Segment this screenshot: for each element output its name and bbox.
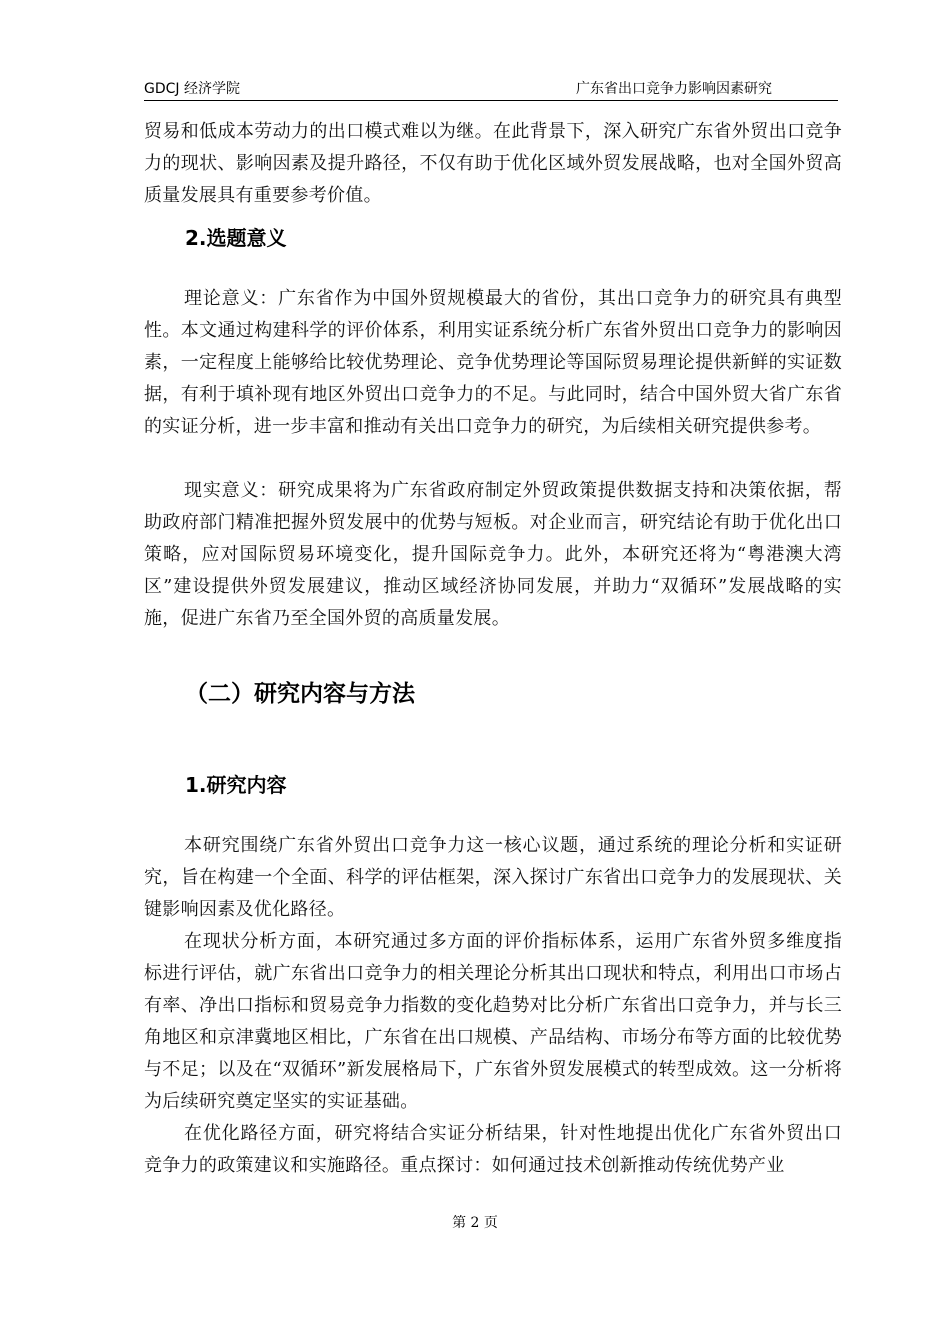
page-number: 第 2 页 [452,1215,498,1231]
paragraph-intro-continued: 贸易和低成本劳动力的出口模式难以为继。在此背景下，深入研究广东省外贸出口竞争力的现状、影响因素及提升路径，不仅有助于优化区域外贸发展战略，也对全国外贸高质量发展具有重要参考价值。 [144,121,842,206]
header-paper-title: 广东省出口竞争力影响因素研究 [576,81,772,97]
heading-topic-significance: 2.选题意义 [185,226,287,250]
heading-research-content: 1.研究内容 [185,773,287,797]
page-header [144,76,838,101]
header-institution: GDCJ 经济学院 [144,81,240,97]
heading-section-research-content-methods: （二）研究内容与方法 [185,681,415,707]
paragraph-optimization-path: 在优化路径方面，研究将结合实证分析结果，针对性地提出优化广东省外贸出口竞争力的政策建议和实施路径。重点探讨：如何通过技术创新推动传统优势产业 [144,1123,842,1176]
paragraph-research-overview: 本研究围绕广东省外贸出口竞争力这一核心议题，通过系统的理论分析和实证研究，旨在构建一个全面、科学的评估框架，深入探讨广东省出口竞争力的发展现状、关键影响因素及优化路径。 [144,835,842,920]
paragraph-practical-significance: 现实意义：研究成果将为广东省政府制定外贸政策提供数据支持和决策依据，帮助政府部门精准把握外贸发展中的优势与短板。对企业而言，研究结论有助于优化出口策略，应对国际贸易环境变化，提升国际竞争力。此外，本研究还将为“粤港澳大湾区”建设提供外贸发展建议，推动区域经济协同发展，并助力“双循环”发展战略的实施，促进广东省乃至全国外贸的高质量发展。 [144,480,842,629]
paragraph-theoretical-significance: 理论意义：广东省作为中国外贸规模最大的省份，其出口竞争力的研究具有典型性。本文通过构建科学的评价体系，利用实证系统分析广东省外贸出口竞争力的影响因素，一定程度上能够给比较优势理论、竞争优势理论等国际贸易理论提供新鲜的实证数据，有利于填补现有地区外贸出口竞争力的不足。与此同时，结合中国外贸大省广东省的实证分析，进一步丰富和推动有关出口竞争力的研究，为后续相关研究提供参考。 [144,288,842,437]
paragraph-status-analysis: 在现状分析方面，本研究通过多方面的评价指标体系，运用广东省外贸多维度指标进行评估，就广东省出口竞争力的相关理论分析其出口现状和特点，利用出口市场占有率、净出口指标和贸易竞争力指数的变化趋势对比分析广东省出口竞争力，并与长三角地区和京津冀地区相比，广东省在出口规模、产品结构、市场分布等方面的比较优势与不足；以及在“双循环”新发展格局下，广东省外贸发展模式的转型成效。这一分析将为后续研究奠定坚实的实证基础。 [144,931,842,1112]
